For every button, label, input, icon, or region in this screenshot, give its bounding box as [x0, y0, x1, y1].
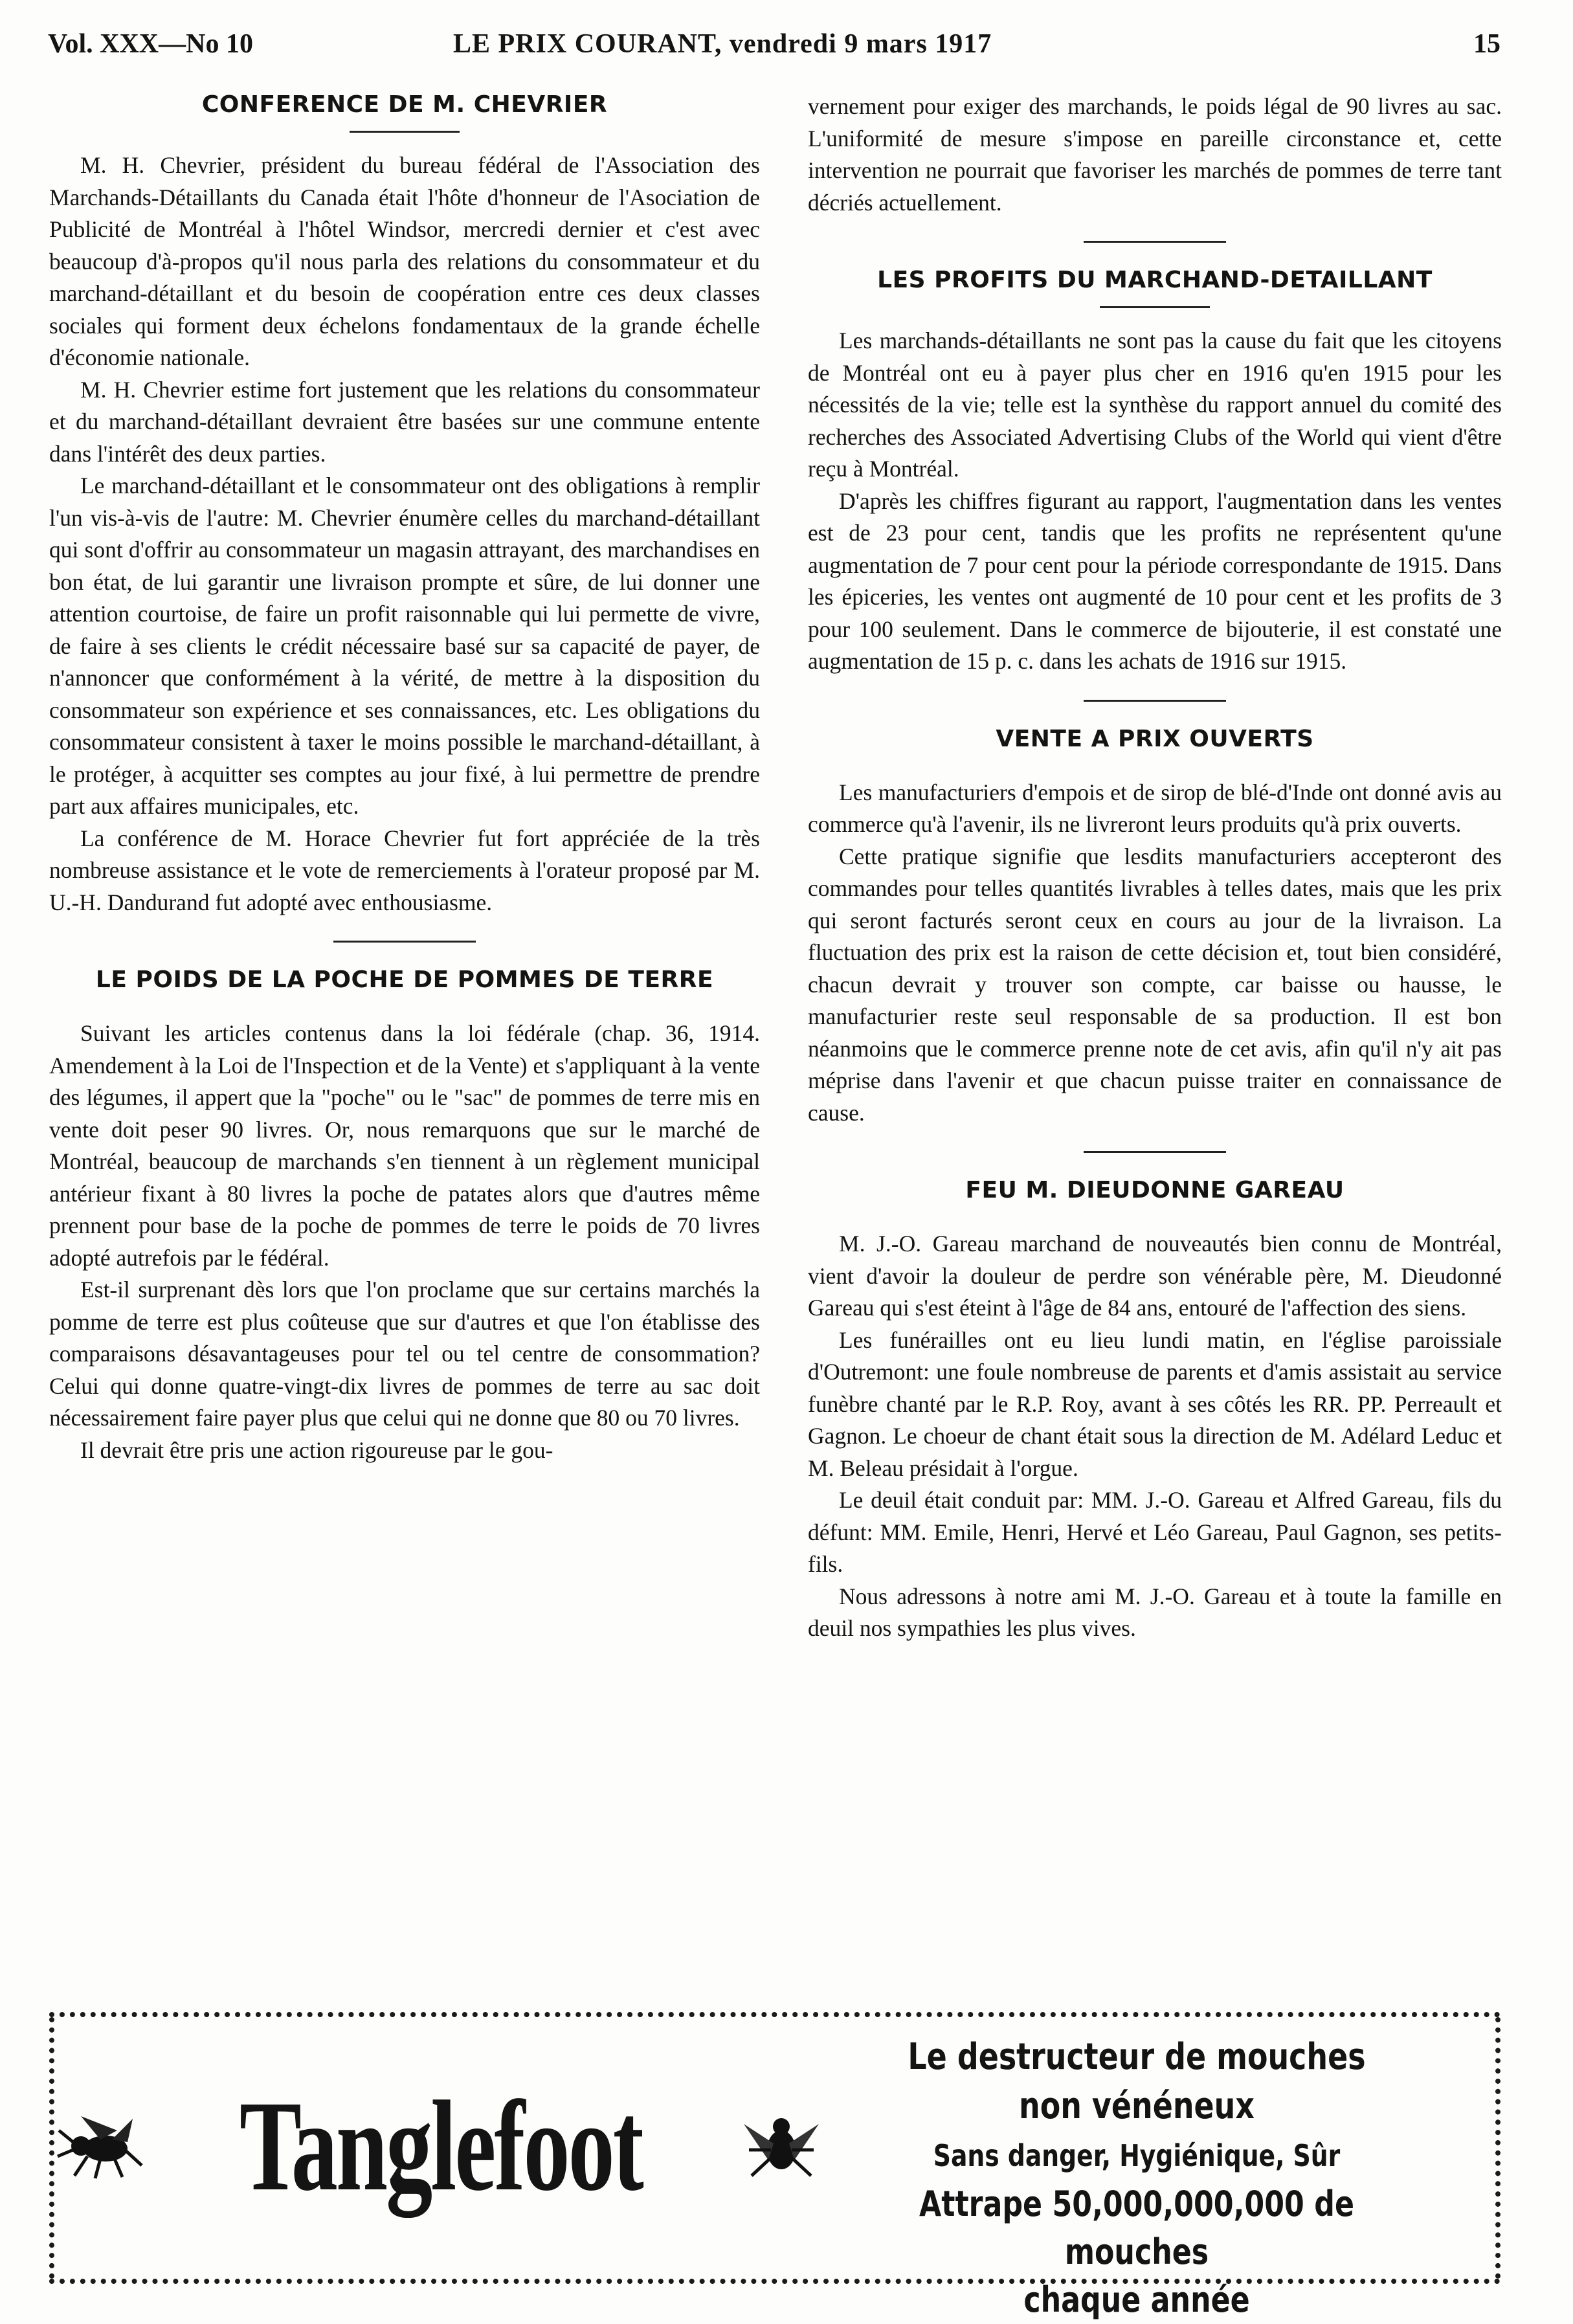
ad-tagline: Sans danger, Hygiénique, Sûr — [933, 2138, 1341, 2173]
article-heading-gareau: FEU M. DIEUDONNE GAREAU — [965, 1177, 1344, 1203]
article-paragraph: D'après les chiffres figurant au rapport, l'augmentation dans les ventes est de 23 pour cent, tandis que les profits ne représentent qu'une augmentation de 7 pour cent pour la période correspondante de 1915. Dans les épiceries, les ventes ont augmenté de 10 pour cent et les profits de 3 pour 100 seulement. Dans le commerce de bijouterie, il est constaté une augmentation de 15 p. c. dans les achats de 1916 sur 1915. — [808, 487, 1502, 674]
article-separator — [333, 941, 476, 943]
article-paragraph: Suivant les articles contenus dans la loi fédérale (chap. 36, 1914. Amendement à la Loi de l'Inspection et de la Vente) et s'appliquant à la vente des légumes, il appert que la "poche" ou le "sac" de pommes de terre mis en vente doit peser 90 livres. Or, nous remarquons que sur le marché de Montréal, beaucoup de marchands s'en tiennent à un règlement municipal antérieur fixant à 80 livres la poche de patates alors que d'autres même prennent pour base de la poche de pommes de terre le poids de 70 livres adopté autrefois par le fédéral. — [49, 1020, 760, 1271]
ad-claim: Attrape 50,000,000,000 de mouches — [919, 2184, 1354, 2272]
article-heading-conference: CONFERENCE DE M. CHEVRIER — [201, 91, 608, 118]
heading-rule — [350, 131, 460, 133]
ad-claim-end: chaque année — [1023, 2279, 1250, 2320]
article-separator — [1084, 700, 1226, 702]
article-paragraph: M. H. Chevrier estime fort justement que les relations du consommateur et du marchand-détaillant devraient être basées sur une commune entente dans l'intérêt des deux parties. — [49, 376, 760, 467]
fly-icon — [55, 2111, 146, 2182]
page-header — [48, 23, 1500, 69]
page-number: 15 — [1473, 29, 1500, 59]
brand-name: Tanglefoot — [240, 2075, 642, 2218]
publication-title-date: LE PRIX COURANT, vendredi 9 mars 1917 — [453, 29, 992, 59]
article-paragraph: Est-il surprenant dès lors que l'on proclame que sur certains marchés la pomme de terre est plus coûteuse que sur d'autres et que l'on établisse des comparaisons désavantageuses pour tel ou tel centre de consommation? Celui qui donne quatre-vingt-dix livres de pommes de terre au sac doit nécessairement faire payer plus que celui qui ne donne que 80 ou 70 livres. — [49, 1277, 760, 1431]
article-paragraph: Les manufacturiers d'empois et de sirop de blé-d'Inde ont donné avis au commerce qu'à l'avenir, ils ne livreront leurs produits qu'à prix ouverts. — [808, 779, 1502, 837]
ad-copy — [813, 2033, 1460, 2324]
article-paragraph: Cette pratique signifie que lesdits manufacturiers accepteront des commandes pour telles quantités livrables à telles dates, mais que les prix qui seront facturés seront ceux en cours au jour de la livraison. La fluctuation des prix est la raison de cette décision et, tout bien considéré, chacun devrait y trouver son compte, car baisse ou hausse, le manufacturier reste seul responsable de sa production. Il est bon néanmoins que le commerce prenne note de cet avis, afin qu'il n'y ait pas méprise dans l'avenir et que chacun puisse traiter en connaissance de cause. — [808, 843, 1502, 1126]
article-paragraph: La conférence de M. Horace Chevrier fut fort appréciée de la très nombreuse assistance et le vote de remerciements à l'orateur proposé par M. U.-H. Dandurand fut adopté avec enthousiasme. — [49, 825, 760, 915]
tanglefoot-advertisement — [49, 2012, 1500, 2320]
article-separator — [1084, 241, 1226, 243]
article-paragraph: Le deuil était conduit par: MM. J.-O. Gareau et Alfred Gareau, fils du défunt: MM. Emile, Henri, Hervé et Léo Gareau, Paul Gagnon, ses petits-fils. — [808, 1487, 1502, 1577]
ad-headline: Le destructeur de mouches non vénéneux — [908, 2036, 1366, 2127]
ad-brand-block — [95, 2056, 787, 2237]
heading-rule — [1100, 306, 1210, 308]
left-column — [49, 91, 760, 1466]
volume-number: Vol. XXX—No 10 — [48, 29, 253, 59]
article-heading-poids: LE POIDS DE LA POCHE DE POMMES DE TERRE — [95, 966, 714, 993]
article-paragraph: Le marchand-détaillant et le consommateur ont des obligations à remplir l'un vis-à-vis de l'autre: M. Chevrier énumère celles du marchand-détaillant qui sont d'offrir au consommateur un magasin attrayant, des marchandises en bon état, de lui garantir une livraison prompte et sûre, de lui donner une attention courtoise, de faire un profit raisonnable qui lui permette de vivre, de faire à ses clients le crédit nécessaire basé sur sa capacité de payer, de n'annoncer que conformément à la vérité, de mettre à la disposition du consommateur son expérience et ses connaissances, etc. Les obligations du consommateur consistent à taxer le moins possible le marchand-détaillant, à le protéger, à acquitter ses comptes au jour fixé, à lui permettre de prendre part aux affaires municipales, etc. — [49, 473, 760, 819]
article-heading-vente: VENTE A PRIX OUVERTS — [996, 725, 1314, 752]
article-paragraph: Il devrait être pris une action rigoureuse par le gou- — [80, 1436, 553, 1463]
article-paragraph: Les marchands-détaillants ne sont pas la cause du fait que les citoyens de Montréal ont eu à payer plus cher en 1916 qu'en 1915 pour les nécessités de la vie; telle est la synthèse du rapport annuel du comité des recherches des Associated Advertising Clubs of the World qui vient d'être reçu à Montréal. — [808, 328, 1502, 482]
article-paragraph: M. J.-O. Gareau marchand de nouveautés bien connu de Montréal, vient d'avoir la douleur de perdre son vénérable père, M. Dieudonné Gareau qui s'est éteint à l'âge de 84 ans, entouré de l'affection des siens. — [808, 1231, 1502, 1321]
article-paragraph: M. H. Chevrier, président du bureau fédéral de l'Association des Marchands-Détaillants du Canada était l'hôte d'honneur de l'Asociation de Publicité de Montréal à l'hôtel Windsor, mercredi dernier et c'est avec beaucoup d'à-propos qu'il nous parla des relations du consommateur et du marchand-détaillant et du besoin de coopération entre ces deux classes sociales qui forment deux échelons fondamentaux de la grande échelle d'économie nationale. — [49, 152, 760, 370]
article-paragraph: Les funérailles ont eu lieu lundi matin, en l'église paroissiale d'Outremont: une foule nombreuse de parents et d'amis assistait au service funèbre chanté par le R.P. Roy, avant à ses côtés les RR. PP. Perreault et Gagnon. Le choeur de chant était sous la direction de M. Adélard Leduc et M. Beleau présidait à l'orgue. — [808, 1326, 1502, 1481]
right-column — [808, 91, 1502, 1645]
article-continuation: vernement pour exiger des marchands, le poids légal de 90 livres au sac. L'uniformité de mesure s'impose en pareille circonstance et, cette intervention ne pourrait que favoriser les marchés de pommes de terre tant décriés actuellement. — [808, 93, 1502, 216]
article-paragraph: Nous adressons à notre ami M. J.-O. Gareau et à toute la famille en deuil nos sympathies les plus vives. — [808, 1583, 1502, 1641]
article-heading-profits: LES PROFITS DU MARCHAND-DETAILLANT — [877, 267, 1433, 293]
article-separator — [1084, 1151, 1226, 1153]
